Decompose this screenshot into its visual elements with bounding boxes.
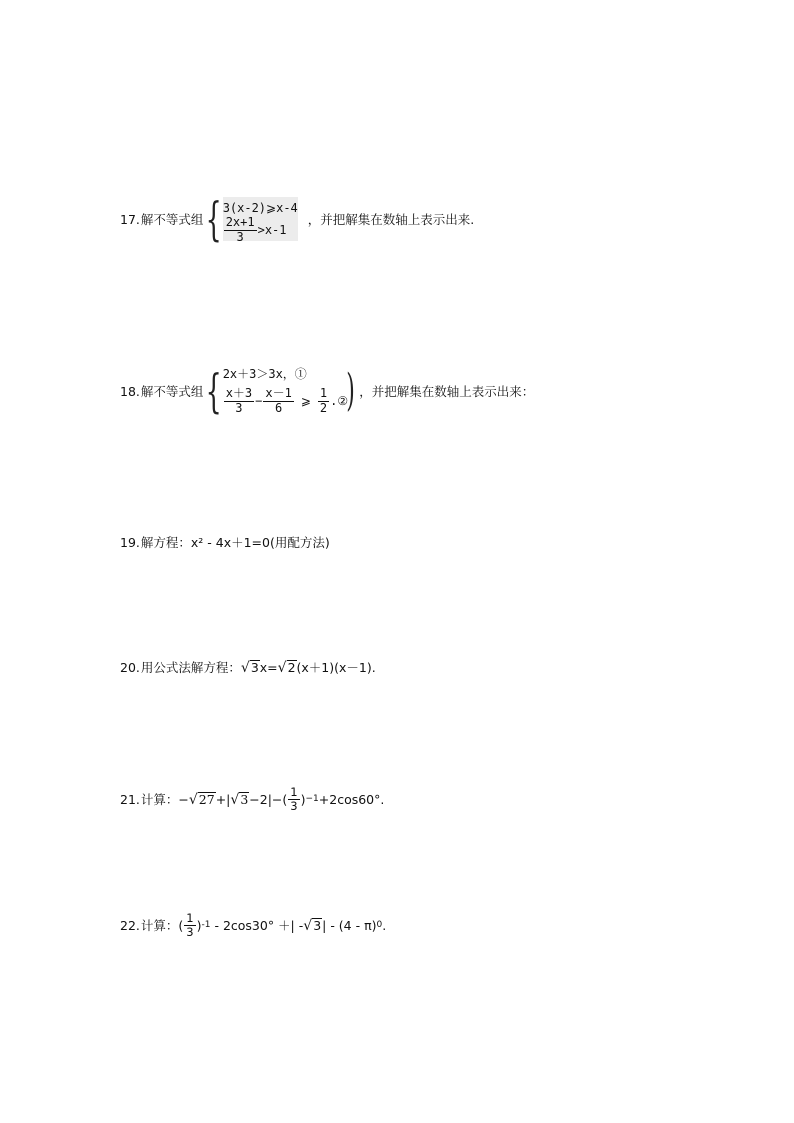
problem-prefix: 计算：( bbox=[140, 918, 184, 934]
problem-19 bbox=[120, 535, 330, 550]
sqrt: √ 27 bbox=[188, 792, 215, 809]
fraction: $\frac{1}{2}$ bbox=[319, 385, 328, 415]
problem-number: 22. bbox=[120, 918, 140, 934]
problem-prefix: 计算：− bbox=[140, 792, 189, 808]
problem-22: 22. 计算：( $\frac{1}{3}$ ) -1 - 2cos30° ＋| - √ 3 | - (4 - π) 0 . bbox=[120, 911, 387, 940]
problem-18 bbox=[120, 364, 534, 418]
problem-number: 19. bbox=[120, 535, 140, 550]
problem-suffix: ，并把解集在数轴上表示出来. bbox=[307, 211, 475, 227]
problem-number: 17. bbox=[120, 211, 140, 227]
exponent: 0 bbox=[376, 920, 383, 931]
inequality-line-1: 2x＋3＞3x，① bbox=[222, 366, 307, 381]
problem-number: 20. bbox=[120, 660, 140, 675]
problem-21: 21. 计算：− √ 27 +| √ 3 −2|−( $\frac{1}{3}$ ) −1 +2cos60°. bbox=[120, 785, 385, 814]
fraction: $\frac{1}{3}$ bbox=[290, 785, 298, 814]
sqrt: √ 3 bbox=[230, 792, 249, 809]
problem-prefix: 用公式法解方程： bbox=[140, 660, 241, 675]
exponent: −1 bbox=[305, 794, 319, 805]
problem-number: 21. bbox=[120, 792, 140, 808]
inequality-line-2: $\frac{2x+1}{3}$ >x-1 bbox=[223, 219, 298, 241]
exponent: -1 bbox=[201, 920, 211, 931]
sqrt: √ 3 bbox=[240, 659, 259, 676]
fraction: $\frac{1}{3}$ bbox=[186, 911, 194, 940]
system-close-paren: ) bbox=[346, 365, 355, 416]
fraction: $\frac{x+3}{3}$ bbox=[225, 385, 253, 415]
problem-prefix: 解不等式组 bbox=[140, 383, 204, 399]
problem-20: 20. 用公式法解方程： √ 3 x= √ 2 (x＋1)(x－1). bbox=[120, 659, 376, 676]
problem-prefix: 解不等式组 bbox=[140, 211, 204, 227]
inequality-system bbox=[223, 364, 348, 418]
sqrt: √ 3 bbox=[303, 918, 322, 935]
sqrt: √ 2 bbox=[277, 659, 296, 676]
system-brace: { bbox=[205, 364, 223, 418]
system-brace: { bbox=[205, 192, 223, 246]
inequality-system bbox=[222, 197, 298, 244]
fraction: $\frac{x-1}{6}$ bbox=[265, 385, 292, 415]
inequality-line-1: 3(x-2)⩾x-4 bbox=[223, 197, 298, 219]
problem-text: 解方程：x² - 4x＋1=0(用配方法) bbox=[140, 535, 330, 550]
problem-number: 18. bbox=[120, 383, 140, 399]
problem-suffix: ，并把解集在数轴上表示出来： bbox=[359, 383, 535, 399]
problem-17 bbox=[120, 192, 475, 246]
inequality-line-2: $\frac{x+3}{3}$ − $\frac{x-1}{6}$ ⩾ $\frac{1}{2}$ .② bbox=[225, 385, 349, 415]
fraction: $\frac{2x+1}{3}$ bbox=[225, 214, 255, 244]
